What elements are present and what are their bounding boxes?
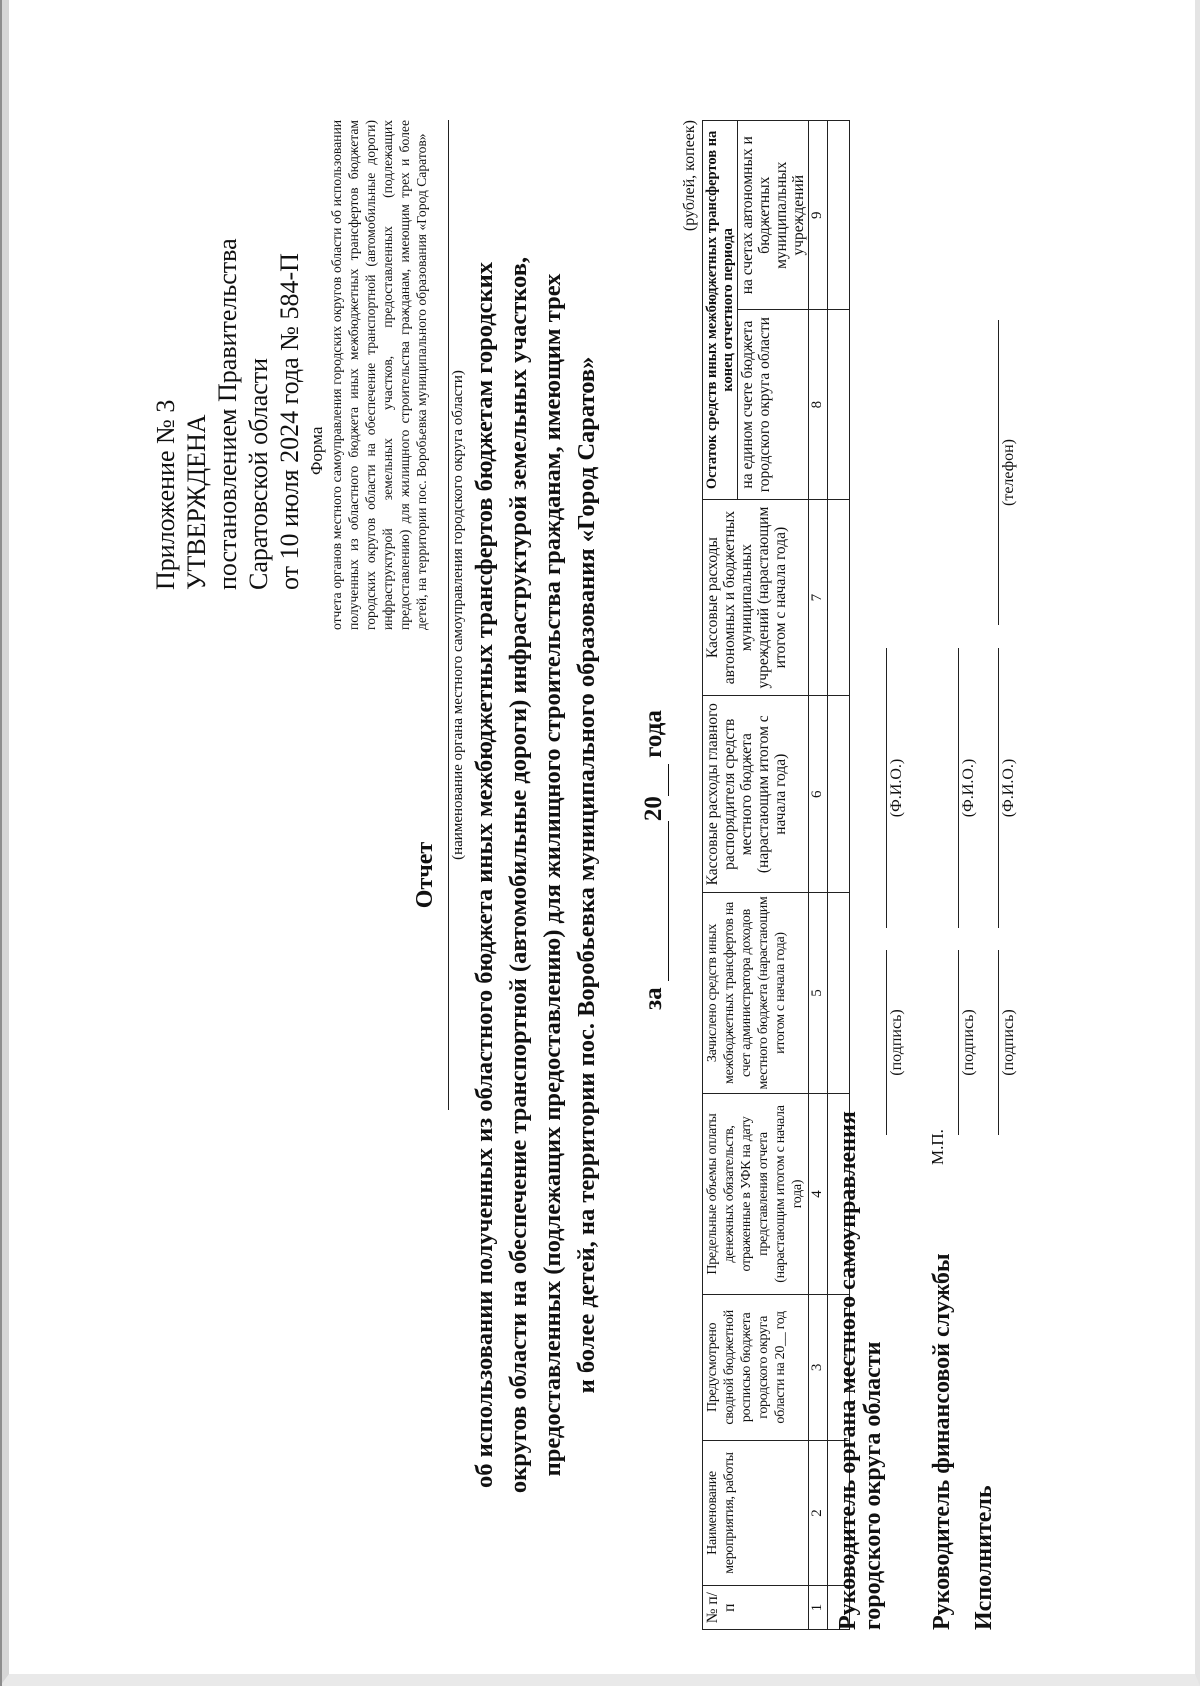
finance-signature-line[interactable] (958, 950, 959, 1135)
head-name-line[interactable] (886, 648, 887, 928)
executor-label: Исполнитель (971, 1485, 997, 1630)
approval-block (150, 120, 305, 590)
subject-line: предоставленных (подлежащих предоставлению) для жилищного строительства гражданам, имеющим трех (539, 273, 566, 1477)
name-caption: (Ф.И.О.) (1000, 758, 1017, 818)
header-credited: Зачислено средств иных межбюджетных трансфертов на счет администратора доходов местного бюджета (нарастающим итогом с начала года) (703, 893, 809, 1094)
head-label-line1: Руководитель органа местного самоуправления (835, 1111, 861, 1630)
name-caption: (Ф.И.О.) (960, 758, 977, 818)
column-number: 2 (809, 1440, 828, 1586)
form-label: Форма (307, 426, 326, 475)
subject-line: и более детей, на территории пос. Воробьевка муниципального образования «Город Саратов» (573, 356, 600, 1394)
year-blank[interactable] (640, 764, 669, 796)
column-number: 3 (809, 1295, 828, 1441)
stamp-place: М.П. (928, 1129, 947, 1165)
head-label-line2: городского округа области (860, 1341, 886, 1630)
period-year: 20 (640, 796, 667, 822)
column-number: 7 (809, 499, 828, 696)
table-cell[interactable] (828, 310, 850, 499)
column-number: 9 (809, 121, 828, 310)
header-balance-group: Остаток средств иных межбюджетных трансфертов на конец отчетного периода (703, 121, 738, 500)
table-cell[interactable] (828, 696, 850, 893)
approved-label: УТВЕРЖДЕНА (182, 414, 211, 590)
header-balance-single-account: на едином счете бюджета городского округа области (738, 310, 809, 499)
phone-caption: (телефон) (1000, 439, 1017, 506)
column-number: 6 (809, 696, 828, 893)
region-label: Саратовской области (244, 357, 273, 590)
period-prefix: за (640, 987, 667, 1010)
org-name-line[interactable] (448, 120, 449, 1110)
subject-line: об использовании полученных из областного бюджета иных межбюджетных трансфертов бюджетам городских (471, 262, 498, 1489)
table-cell[interactable] (828, 893, 850, 1094)
table-cell[interactable] (828, 121, 850, 310)
report-subject (468, 130, 604, 1620)
table-cell[interactable] (828, 499, 850, 696)
executor-name-line[interactable] (998, 648, 999, 928)
signature-caption: (подпись) (1000, 1009, 1017, 1076)
report-table (702, 120, 850, 1630)
executor-signature-line[interactable] (998, 950, 999, 1135)
resolution-date: от 10 июля 2024 года № 584-П (275, 253, 304, 590)
rotated-page (150, 120, 1017, 1630)
signature-caption: (подпись) (888, 1009, 905, 1076)
executor-phone-line[interactable] (998, 320, 999, 625)
column-number: 8 (809, 310, 828, 499)
name-caption: (Ф.И.О.) (888, 758, 905, 818)
column-number: 4 (809, 1094, 828, 1295)
header-payment-limits: Предельные объемы оплаты денежных обязательств, отраженные в УФК на дату представления отчета (нарастающим итогом с начала года) (703, 1094, 809, 1295)
org-name-caption: (наименование органа местного самоуправления городского округа области) (450, 370, 466, 860)
header-institution-expenses: Кассовые расходы автономных и бюджетных муниципальных учреждений (нарастающим итогом с начала года) (703, 499, 809, 696)
form-description: отчета органов местного самоуправления городских округов области об использовании полученных из областного бюджета иных межбюджетных трансфертов бюджетам городских округов области на обеспечение транспортной (автомобильные дороги) инфраструктурой земельных участков, предоставленных (подлежащих предоставлению) для жилищного строительства гражданам, имеющим трех и более детей, на территории пос. Воробьевка муниципального образования «Город Саратов» (329, 120, 429, 630)
head-signature-line[interactable] (886, 950, 887, 1135)
period-blank[interactable] (640, 821, 669, 981)
header-main-expenses: Кассовые расходы главного распорядителя средств местного бюджета (нарастающим итогом с начала года) (703, 696, 809, 893)
header-balance-institutions: на счетах автономных и бюджетных муниципальных учреждений (738, 121, 809, 310)
header-activity: Наименование мероприятия, работы (703, 1440, 809, 1586)
header-planned: Предусмотрено сводной бюджетной росписью бюджета городского округа области на 20__ год (703, 1295, 809, 1441)
period-suffix: года (640, 710, 667, 758)
header-number: № п/п (703, 1586, 809, 1630)
subject-line: округов области на обеспечение транспортной (автомобильные дороги) инфраструктурой земельных участков, (505, 256, 532, 1494)
finance-name-line[interactable] (958, 648, 959, 928)
currency-units: (рублей, копеек) (681, 120, 698, 232)
report-period (640, 610, 669, 1110)
report-title: Отчет (412, 841, 438, 909)
column-number: 5 (809, 893, 828, 1094)
signature-caption: (подпись) (960, 1009, 977, 1076)
finance-label: Руководитель финансовой службы (929, 1253, 955, 1630)
column-numbers-row (809, 121, 828, 1630)
resolution-label: постановлением Правительства (213, 238, 242, 590)
appendix-number: Приложение № 3 (151, 399, 180, 590)
column-number: 1 (809, 1586, 828, 1630)
